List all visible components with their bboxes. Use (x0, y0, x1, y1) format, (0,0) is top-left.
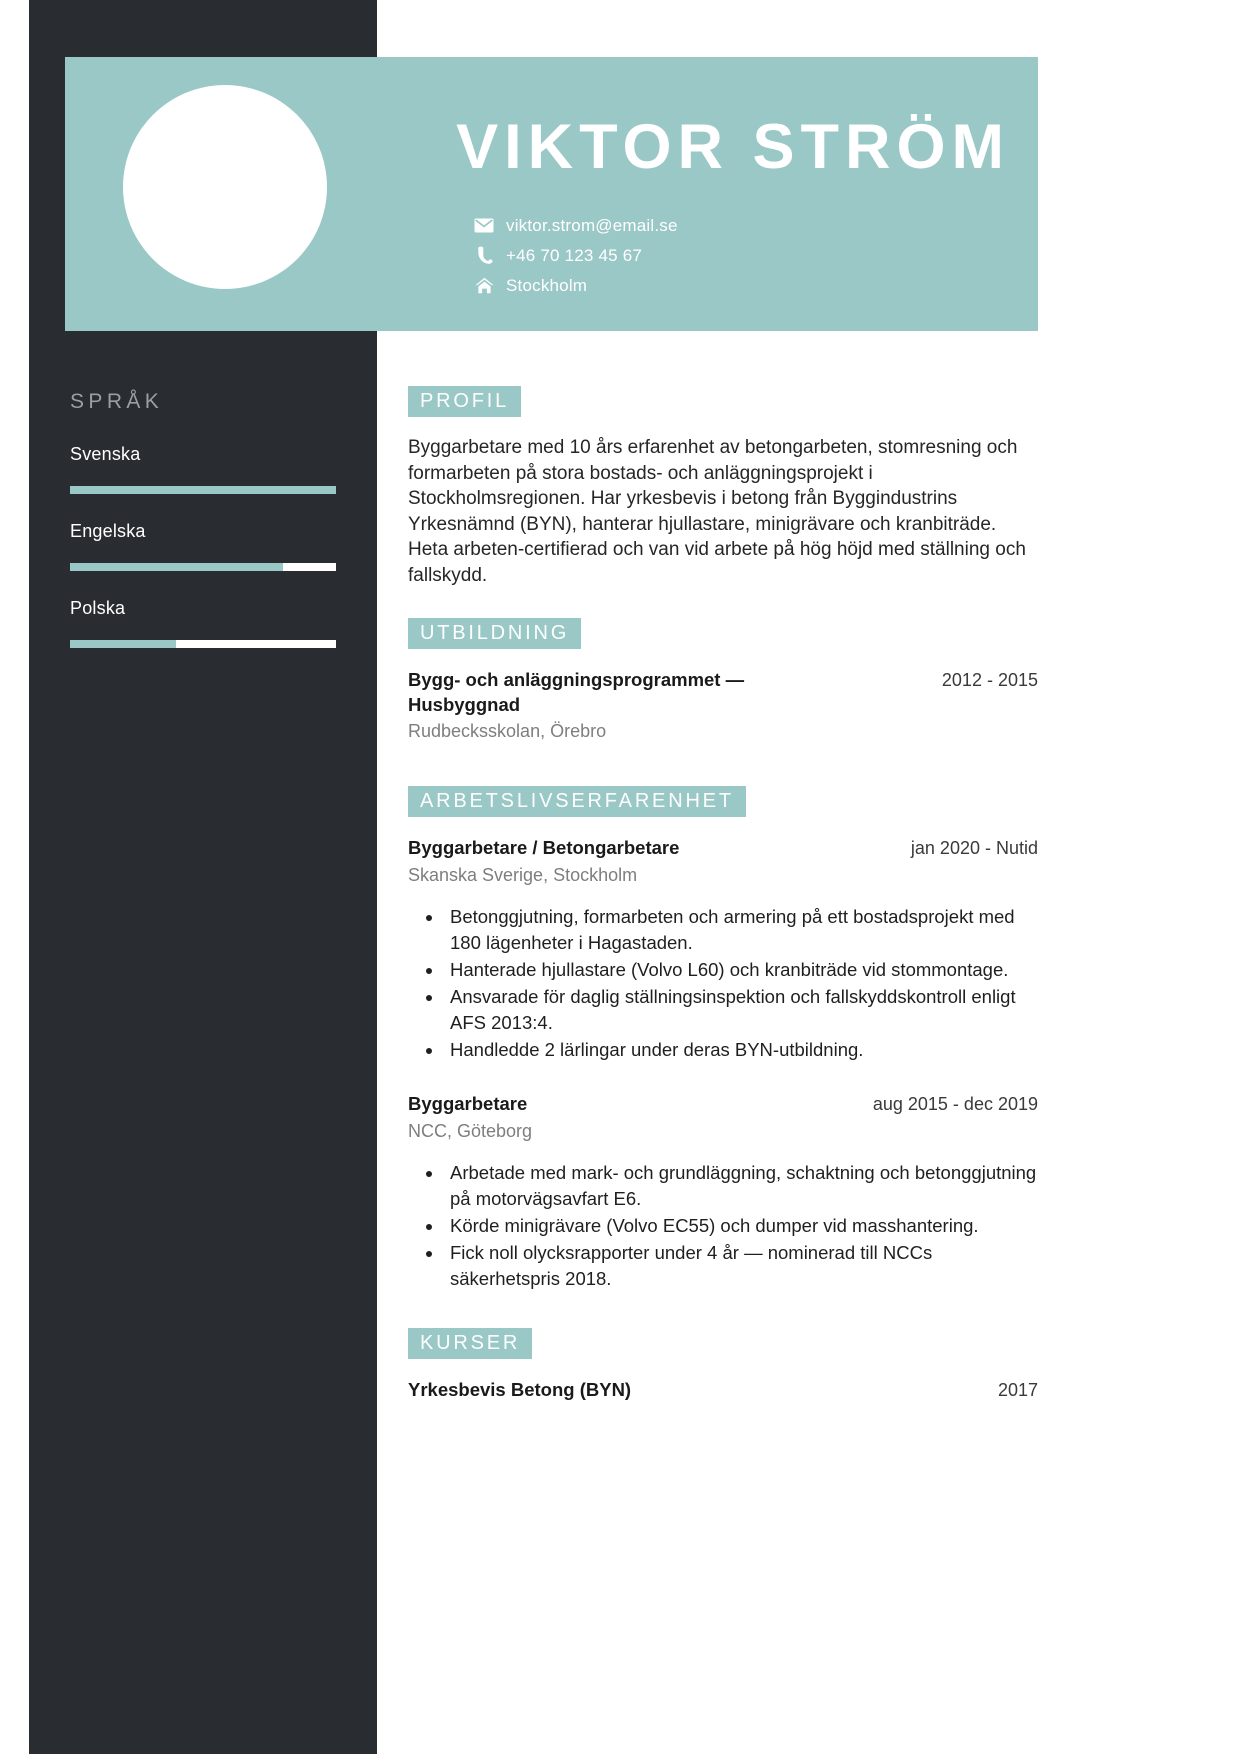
language-name: Svenska (70, 444, 141, 464)
header-banner (65, 57, 1038, 331)
education-entry (408, 667, 1038, 744)
page-title: VIKTOR STRÖM (456, 112, 1010, 182)
contact-email: viktor.strom@email.se (506, 215, 678, 235)
language-level-bar (70, 640, 336, 648)
course-entry-title: Yrkesbevis Betong (BYN) (408, 1379, 632, 1400)
course-entry-date: 2017 (997, 1380, 1038, 1400)
education-entry-subtitle: Rudbecksskolan, Örebro (408, 721, 607, 741)
contact-phone: +46 70 123 45 67 (506, 245, 643, 265)
language-level-bar (70, 563, 336, 571)
language-level-fill (70, 563, 283, 571)
list-item: • Hanterade hjullastare (Volvo L60) och kranbiträde vid stommontage. (444, 957, 1038, 983)
contact-location: Stockholm (506, 275, 588, 295)
list-item: • Handledde 2 lärlingar under deras BYN-utbildning. (444, 1037, 1038, 1063)
sidebar-content (70, 390, 336, 675)
language-level-bar (70, 486, 336, 494)
list-item: • Arbetade med mark- och grundläggning, schaktning och betonggjutning på motorvägsavfart E6. (444, 1160, 1038, 1212)
section-title-education: UTBILDNING (408, 618, 581, 649)
language-name: Polska (70, 598, 126, 618)
education-entry-date: 2012 - 2015 (941, 670, 1038, 690)
envelope-icon (473, 217, 495, 234)
section-experience (408, 786, 1038, 1292)
phone-icon (473, 247, 495, 264)
contact-list (473, 212, 678, 302)
experience-entry-date: jan 2020 - Nutid (910, 838, 1038, 858)
section-profile (408, 386, 1038, 588)
contact-row-email (473, 212, 678, 238)
section-courses (408, 1328, 1038, 1403)
experience-entry-title: Byggarbetare (408, 1093, 528, 1114)
section-title-experience: ARBETSLIVSERFARENHET (408, 786, 746, 817)
section-title-profile: PROFIL (408, 386, 521, 417)
language-item-engelska (70, 521, 336, 571)
spacer (408, 750, 1038, 786)
header-details (355, 57, 1038, 331)
course-entry (408, 1377, 1038, 1403)
language-item-polska (70, 598, 336, 648)
home-icon (473, 277, 495, 294)
experience-entry-head (408, 835, 1038, 861)
experience-entry (408, 1091, 1038, 1292)
experience-entry-title: Byggarbetare / Betongarbetare (408, 837, 680, 858)
contact-row-location (473, 272, 678, 298)
main-content (408, 386, 1038, 1409)
experience-entry-head (408, 1091, 1038, 1117)
spacer (408, 1298, 1038, 1328)
language-level-fill (70, 640, 176, 648)
experience-entry-date: aug 2015 - dec 2019 (872, 1094, 1038, 1114)
experience-bullet-list (444, 904, 1038, 1063)
list-item: • Körde minigrävare (Volvo EC55) och dumper vid masshantering. (444, 1213, 1038, 1239)
experience-entry (408, 835, 1038, 1063)
sidebar-heading-languages: SPRÅK (70, 390, 164, 413)
language-name: Engelska (70, 521, 146, 541)
experience-entry-subtitle: NCC, Göteborg (408, 1121, 533, 1141)
section-title-courses: KURSER (408, 1328, 532, 1359)
experience-bullet-list (444, 1160, 1038, 1292)
section-education (408, 618, 1038, 744)
education-entry-title: Bygg- och anläggningsprogrammet — Husbyggnad (408, 669, 745, 715)
list-item: • Ansvarade för daglig ställningsinspektion och fallskyddskontroll enligt AFS 2013:4. (444, 984, 1038, 1036)
spacer (408, 1067, 1038, 1091)
language-level-fill (70, 486, 336, 494)
list-item: • Betonggjutning, formarbeten och armering på ett bostadsprojekt med 180 lägenheter i Hagastaden. (444, 904, 1038, 956)
avatar (123, 85, 327, 289)
contact-row-phone (473, 242, 678, 268)
education-entry-head (408, 667, 1038, 717)
language-item-svenska (70, 444, 336, 494)
experience-entry-subtitle: Skanska Sverige, Stockholm (408, 865, 638, 885)
profile-text: Byggarbetare med 10 års erfarenhet av betongarbeten, stomresning och formarbeten på stora bostads- och anläggningsprojekt i Stockholmsregionen. Har yrkesbevis i betong från Byggindustrins Yrkesnämnd (BYN), hanterar hjullastare, minigrävare och kranbiträde. Heta arbeten-certifierad och van vid arbete på hög höjd med ställning och fallskydd. (408, 437, 1026, 586)
list-item: • Fick noll olycksrapporter under 4 år — nominerad till NCCs säkerhetspris 2018. (444, 1240, 1038, 1292)
course-entry-head (408, 1377, 1038, 1403)
